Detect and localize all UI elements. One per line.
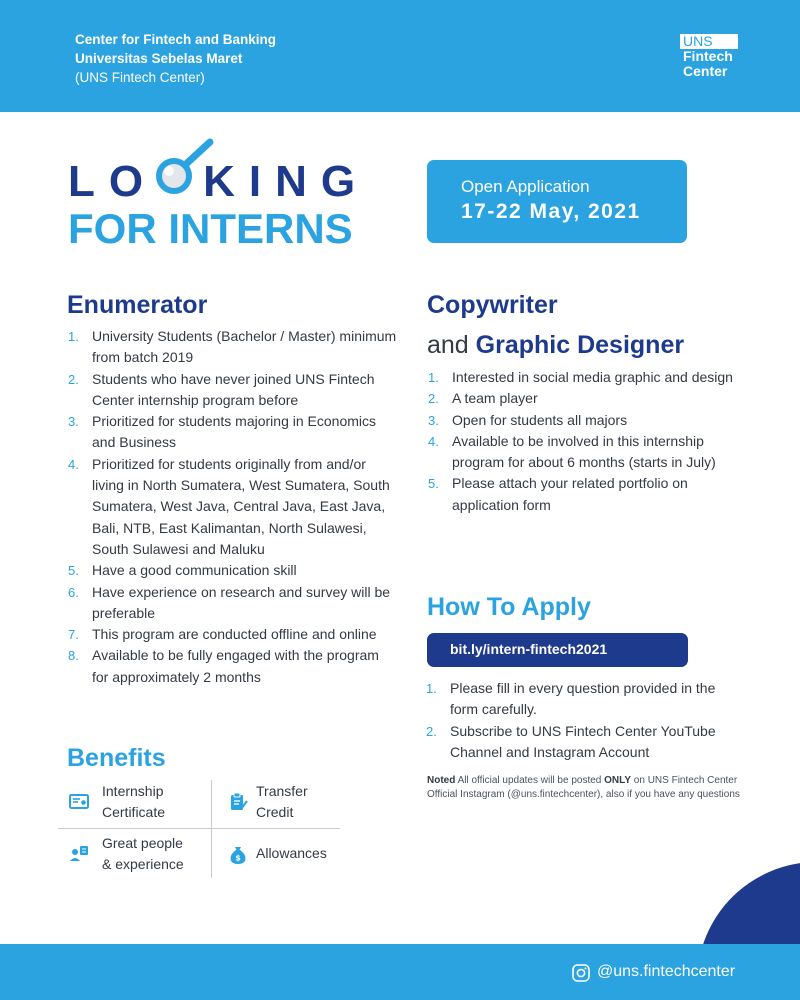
copywriter-title: Copywriter (427, 291, 558, 319)
benefit-great-people: Great people & experience (102, 835, 184, 872)
open-application-dates: 17-22 May, 2021 (461, 200, 641, 223)
instagram-icon (572, 964, 590, 982)
graphic-designer-title: and Graphic Designer (427, 331, 685, 359)
list-item: 2. A team player (428, 390, 538, 407)
list-item: 8. Available to be fully engaged with the program for approximately 2 months (68, 647, 379, 685)
list-item: 2. Students who have never joined UNS Fintech Center internship program before (68, 370, 375, 408)
apply-steps (426, 678, 746, 763)
list-item: 2. Subscribe to UNS Fintech Center YouTube Channel and Instagram Account (426, 722, 716, 760)
list-item: 3. Prioritized for students majoring in Economics and Business (68, 413, 377, 451)
benefit-transfer-credit: Transfer Credit (256, 783, 308, 820)
benefit-allowances: Allowances (256, 845, 327, 861)
organization-name (75, 30, 276, 87)
logo-uns: UNS (680, 34, 738, 49)
magnifier-icon (148, 138, 220, 210)
looking-letter-o: O (108, 157, 158, 206)
money-bag-icon (228, 845, 248, 865)
enumerator-title: Enumerator (67, 291, 208, 319)
list-item: 5. Please attach your related portfolio on application form (428, 475, 688, 513)
org-line-3: (UNS Fintech Center) (75, 70, 205, 85)
uns-fintech-logo (680, 34, 740, 79)
list-item: 5. Have a good communication skill (68, 562, 297, 579)
list-item: 1. Please fill in every question provided in the form carefully. (426, 680, 716, 718)
list-item: 1. Interested in social media graphic and design (428, 369, 733, 385)
list-item: 4. Prioritized for students originally from and/or living in North Sumatera, West Sumatera, South Sumatera, West Java, Central Java, East Java, Bali, NTB, East Kalimantan, North Sulawesi, South Sulawesi and Maluku (68, 455, 390, 557)
divider (211, 780, 212, 878)
copywriter-requirements (428, 367, 738, 516)
looking-letters-king: KING (203, 157, 370, 206)
transfer-credit-icon (228, 792, 248, 812)
list-item: 7. This program are conducted offline and online (68, 626, 377, 643)
for-interns-heading: FOR INTERNS (68, 205, 353, 252)
divider (58, 828, 340, 829)
list-item: 4. Available to be involved in this internship program for about 6 months (starts in July) (428, 432, 716, 471)
list-item: 3. Open for students all majors (428, 411, 628, 428)
application-link[interactable]: bit.ly/intern-fintech2021 (427, 633, 688, 667)
open-application-label: Open Application (461, 177, 590, 196)
looking-letter-l: L (68, 157, 109, 206)
instagram-handle[interactable]: @uns.fintechcenter (597, 963, 736, 980)
list-item: 1. University Students (Bachelor / Master) minimum from batch 2019 (68, 328, 397, 366)
logo-fintech: Fintech (683, 48, 733, 64)
org-line-1: Center for Fintech and Banking (75, 32, 277, 47)
enumerator-requirements (68, 326, 398, 688)
svg-text:$: $ (235, 853, 241, 863)
org-line-2: Universitas Sebelas Maret (75, 51, 243, 66)
certificate-icon (69, 792, 89, 812)
people-icon (69, 844, 89, 864)
list-item: 6. Have experience on research and survey will be preferable (68, 583, 391, 621)
benefit-internship-certificate: Internship Certificate (102, 783, 166, 820)
logo-center: Center (683, 63, 728, 79)
benefits-grid (58, 780, 340, 878)
benefits-title: Benefits (67, 744, 166, 772)
how-to-apply-title: How To Apply (427, 593, 591, 621)
open-application-box (427, 160, 687, 243)
official-note: Noted All official updates will be posted ONLY on UNS Fintech Center Official Instagram (@uns.fintechcenter), also if you have any questions (427, 775, 740, 800)
